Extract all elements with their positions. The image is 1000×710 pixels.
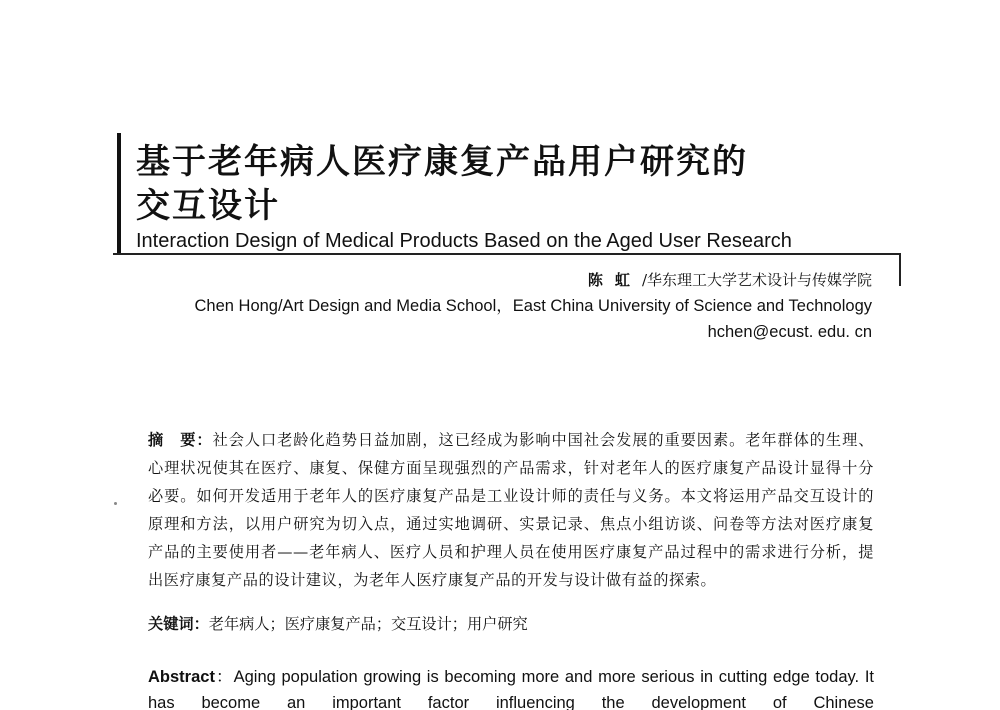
title-right-tick: [899, 253, 901, 286]
abstract-en-text: ：Aging population growing is becoming more and more serious in cutting edge today. It has become an important factor influencing the development of Chinese: [148, 668, 874, 710]
abstract-english: [148, 664, 874, 710]
title-divider-rule: [113, 253, 900, 255]
abstract-zh-label: 摘 要：: [148, 431, 213, 449]
abstract-chinese: [148, 426, 874, 594]
author-email: hchen@ecust. edu. cn: [707, 323, 872, 341]
author-chinese: [588, 270, 872, 290]
author-name-zh: 陈虹: [587, 271, 642, 289]
english-title: Interaction Design of Medical Products Based on the Aged User Research: [136, 230, 792, 252]
keywords-zh-text: 老年病人；医疗康复产品；交互设计；用户研究: [208, 615, 528, 633]
margin-dot: [114, 502, 117, 505]
chinese-title: [136, 140, 896, 228]
keywords-chinese: [148, 612, 874, 636]
author-affiliation-zh: /华东理工大学艺术设计与传媒学院: [641, 271, 872, 289]
chinese-title-line-1: 基于老年病人医疗康复产品用户研究的: [136, 142, 748, 182]
author-english: Chen Hong/Art Design and Media School，East China University of Science and Technology: [194, 297, 872, 315]
title-side-bar: [117, 133, 121, 254]
abstract-zh-text: 社会人口老龄化趋势日益加剧，这已经成为影响中国社会发展的重要因素。老年群体的生理、心理状况使其在医疗、康复、保健方面呈现强烈的产品需求，针对老年人的医疗康复产品设计显得十分必要。如何开发适用于老年人的医疗康复产品是工业设计师的责任与义务。本文将运用产品交互设计的原理和方法，以用户研究为切入点，通过实地调研、实景记录、焦点小组访谈、问卷等方法对医疗康复产品的主要使用者——老年病人、医疗人员和护理人员在使用医疗康复产品过程中的需求进行分析，提出医疗康复产品的设计建议，为老年人医疗康复产品的开发与设计做有益的探索。: [148, 431, 874, 589]
chinese-title-line-2: 交互设计: [136, 186, 280, 226]
keywords-zh-label: 关键词：: [148, 615, 209, 633]
abstract-en-label: Abstract: [148, 668, 215, 686]
